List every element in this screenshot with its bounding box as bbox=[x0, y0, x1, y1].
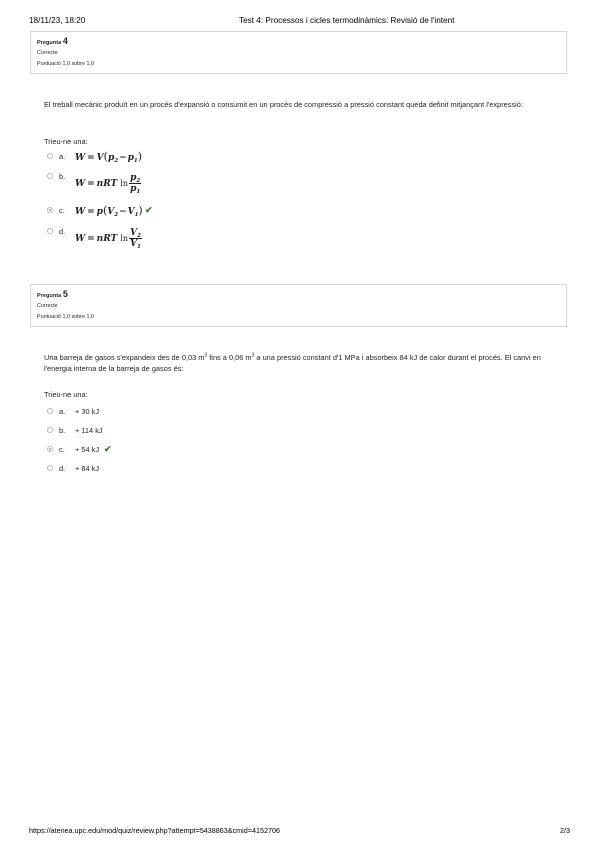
radio-button[interactable] bbox=[47, 427, 53, 433]
q5-option-b[interactable] bbox=[47, 426, 167, 438]
print-url: https://atenea.upc.edu/mod/quiz/review.php?attempt=5438863&cmid=4152706 bbox=[29, 826, 280, 835]
superscript: 3 bbox=[251, 352, 255, 359]
question-4-prompt: Trieu-ne una: bbox=[44, 137, 88, 146]
superscript: 3 bbox=[204, 352, 208, 359]
radio-button[interactable] bbox=[47, 173, 53, 179]
question-5-info bbox=[30, 284, 567, 327]
option-letter: a. bbox=[59, 407, 66, 416]
question-state: Correcte bbox=[37, 50, 58, 56]
formula-d: W = nRT ln $\frac{V_2}{V_1}$ bbox=[75, 228, 141, 250]
text-fragment: fins a 0,06 m bbox=[207, 353, 252, 362]
q4-option-b[interactable] bbox=[47, 172, 247, 196]
question-grade: Puntuació 1,0 sobre 1,0 bbox=[37, 314, 94, 320]
radio-button-selected[interactable] bbox=[47, 446, 53, 452]
question-5-prompt: Trieu-ne una: bbox=[44, 390, 88, 399]
q4-option-c[interactable] bbox=[47, 206, 247, 218]
question-4-info bbox=[30, 31, 567, 74]
question-number bbox=[37, 290, 560, 300]
option-letter: b. bbox=[59, 172, 66, 181]
option-letter: b. bbox=[59, 426, 66, 435]
formula-c: $W = p(V_2-V_1)$ bbox=[75, 204, 143, 218]
radio-button-selected[interactable] bbox=[47, 207, 53, 213]
question-5-text bbox=[44, 352, 554, 374]
question-number-value: 4 bbox=[62, 36, 68, 46]
print-datetime: 18/11/23, 18:20 bbox=[29, 16, 86, 25]
option-text: + 114 kJ bbox=[75, 426, 103, 435]
question-label: Pregunta bbox=[37, 40, 62, 46]
check-icon: ✔ bbox=[145, 205, 153, 215]
formula-b: W = nRT ln $\frac{p_2}{p_1}$ bbox=[75, 173, 141, 195]
q5-option-d[interactable] bbox=[47, 464, 167, 476]
text-fragment: a una pressió constant d'1 MPa i absorbeix 84 kJ de calor durant el procés. El canvi en l'energia interna de la barreja de gasos és: bbox=[44, 353, 541, 373]
question-state: Correcte bbox=[37, 303, 58, 309]
option-letter: c. bbox=[59, 206, 65, 215]
question-4-text: El treball mecànic produït en un procés d'expansió o consumit en un procés de compressió a pressió constant queda definit mitjançant l'expressió: bbox=[44, 100, 523, 109]
print-title: Test 4: Processos i cicles termodinàmics: Revisió de l'intent bbox=[239, 16, 455, 25]
page-number: 2/3 bbox=[560, 826, 570, 835]
q5-option-a[interactable] bbox=[47, 407, 167, 419]
formula-a: $W = V(p_2-p_1)$ bbox=[75, 150, 143, 164]
text-fragment: Una barreja de gasos s'expandeix des de 0,03 m bbox=[44, 353, 205, 362]
q5-option-c[interactable] bbox=[47, 445, 167, 457]
option-letter: a. bbox=[59, 152, 66, 161]
q4-option-d[interactable] bbox=[47, 227, 247, 251]
question-grade: Puntuació 1,0 sobre 1,0 bbox=[37, 61, 94, 67]
print-header bbox=[29, 16, 570, 28]
question-label: Pregunta bbox=[37, 293, 62, 299]
check-icon: ✔ bbox=[104, 444, 112, 454]
option-letter: d. bbox=[59, 227, 66, 236]
radio-button[interactable] bbox=[47, 153, 53, 159]
option-letter: c. bbox=[59, 445, 65, 454]
question-number bbox=[37, 37, 560, 47]
q4-option-a[interactable] bbox=[47, 152, 247, 164]
radio-button[interactable] bbox=[47, 408, 53, 414]
option-text: + 84 kJ bbox=[75, 464, 100, 473]
option-text: + 30 kJ bbox=[75, 407, 100, 416]
radio-button[interactable] bbox=[47, 228, 53, 234]
question-number-value: 5 bbox=[62, 289, 68, 299]
radio-button[interactable] bbox=[47, 465, 53, 471]
option-letter: d. bbox=[59, 464, 66, 473]
option-text: + 54 kJ bbox=[75, 445, 100, 454]
